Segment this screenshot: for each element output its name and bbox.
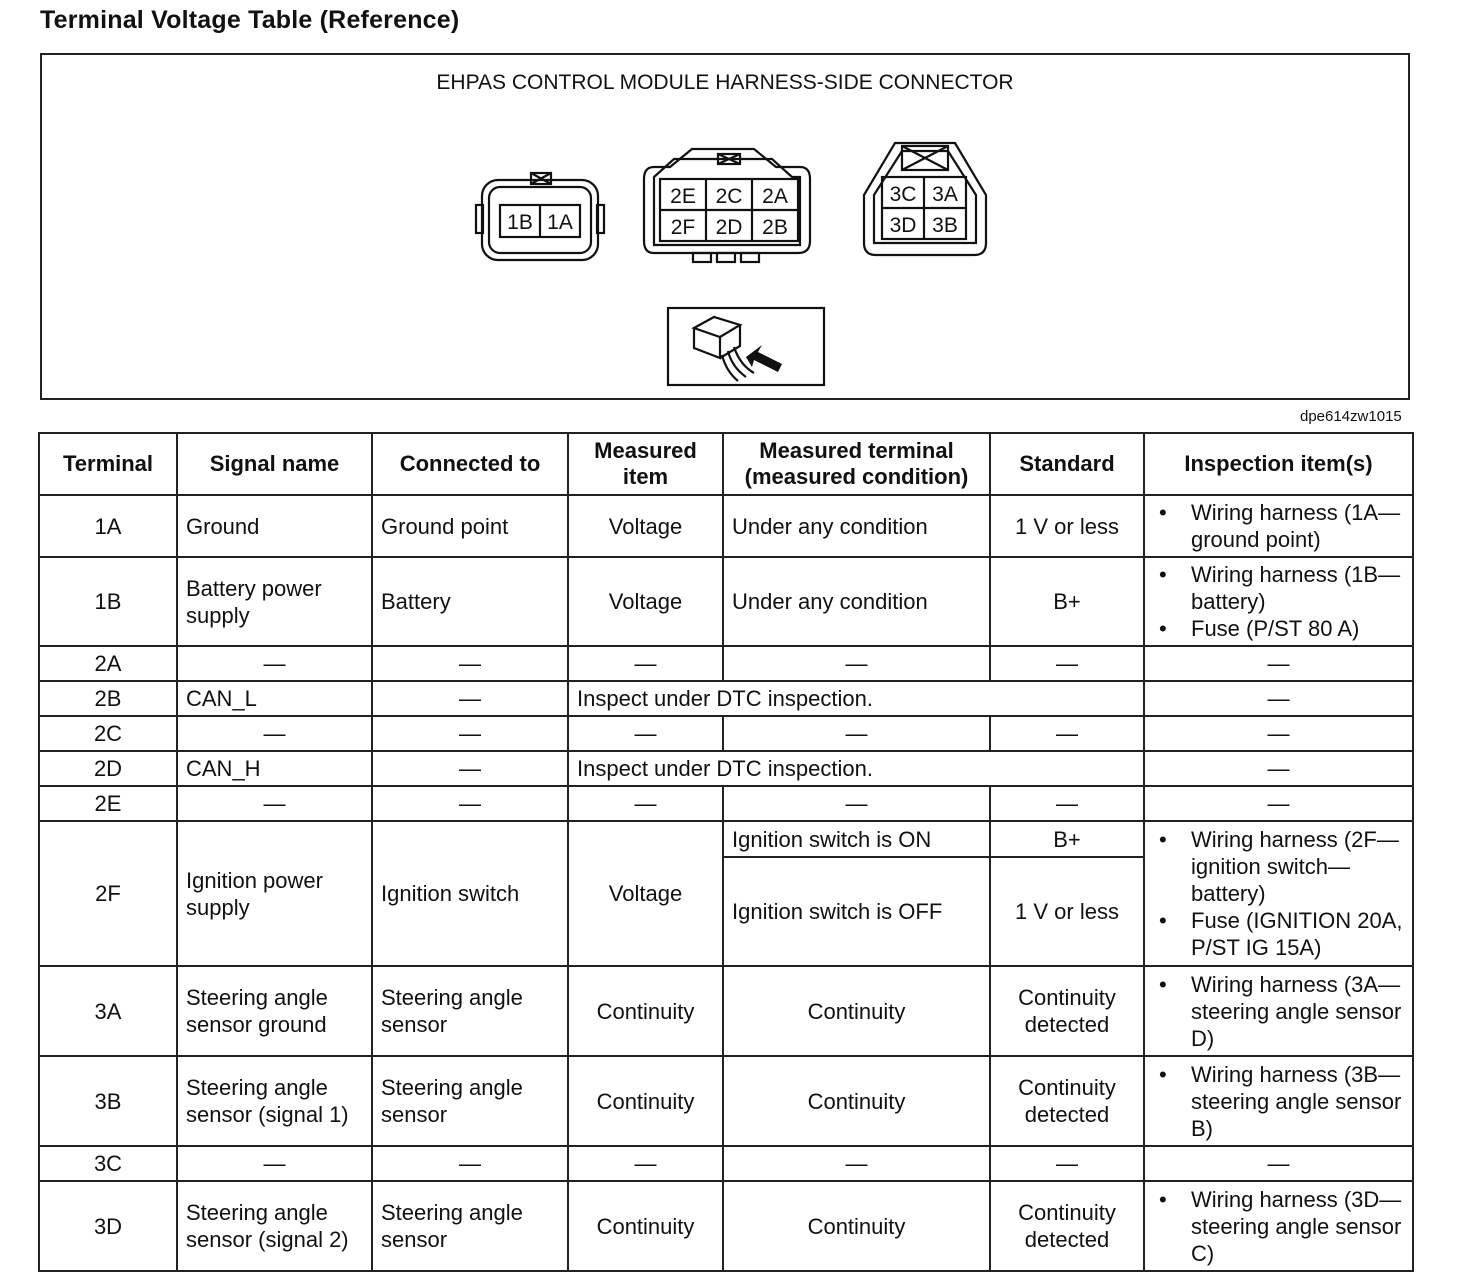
- connected-cell: —: [372, 751, 568, 786]
- table-row: [39, 966, 1413, 1056]
- standard-on-cell: B+: [990, 821, 1144, 857]
- signal-cell: Steering angle sensor (signal 1): [177, 1056, 372, 1146]
- measured-cell: Continuity: [568, 1056, 723, 1146]
- header-measured-item: Measured item: [568, 433, 723, 495]
- signal-cell: —: [177, 716, 372, 751]
- figure-code: dpe614zw1015: [1300, 408, 1402, 425]
- inspection-cell: —: [1144, 751, 1413, 786]
- inspection-cell: —: [1144, 786, 1413, 821]
- pin-2D: 2D: [715, 216, 743, 239]
- standard-cell: —: [990, 646, 1144, 681]
- condition-cell: Continuity: [723, 1181, 990, 1271]
- table-row: [39, 495, 1413, 557]
- table-row: [39, 681, 1413, 716]
- header-standard: Standard: [990, 433, 1144, 495]
- inspection-cell: [1144, 1056, 1413, 1146]
- standard-cell: B+: [990, 557, 1144, 646]
- inspection-item: • Wiring harness (3D—steering angle sensor C): [1191, 1186, 1404, 1267]
- table-row: [39, 1146, 1413, 1181]
- connected-cell: —: [372, 1146, 568, 1181]
- terminal-voltage-table: [38, 432, 1414, 1272]
- measured-cell: —: [568, 1146, 723, 1181]
- inspection-item: • Wiring harness (2F—ignition switch—battery): [1191, 826, 1404, 907]
- signal-cell: Ignition power supply: [177, 821, 372, 966]
- table-row: [39, 821, 1413, 857]
- signal-cell: Battery power supply: [177, 557, 372, 646]
- table-row: [39, 1056, 1413, 1146]
- signal-cell: —: [177, 1146, 372, 1181]
- note-cell: Inspect under DTC inspection.: [568, 751, 1144, 786]
- header-row: [39, 433, 1413, 495]
- pin-3D: 3D: [889, 214, 917, 237]
- standard-cell: Continuity detected: [990, 966, 1144, 1056]
- table-row: [39, 786, 1413, 821]
- condition-cell: Continuity: [723, 966, 990, 1056]
- measured-cell: Voltage: [568, 495, 723, 557]
- pin-3C: 3C: [889, 183, 917, 206]
- connected-cell: Steering angle sensor: [372, 1056, 568, 1146]
- terminal-cell: 3D: [39, 1181, 177, 1271]
- inspection-item: • Wiring harness (3A—steering angle sensor D): [1191, 971, 1404, 1052]
- connector-figure: [40, 53, 1410, 400]
- terminal-cell: 3C: [39, 1146, 177, 1181]
- measured-cell: Voltage: [568, 821, 723, 966]
- condition-cell: Continuity: [723, 1056, 990, 1146]
- terminal-cell: 1B: [39, 557, 177, 646]
- measured-cell: Continuity: [568, 966, 723, 1056]
- inspection-item: • Wiring harness (1A—ground point): [1191, 499, 1404, 553]
- condition-cell: Under any condition: [723, 495, 990, 557]
- terminal-cell: 3A: [39, 966, 177, 1056]
- connected-cell: Ground point: [372, 495, 568, 557]
- condition-cell: —: [723, 786, 990, 821]
- connected-cell: Ignition switch: [372, 821, 568, 966]
- page-title: Terminal Voltage Table (Reference): [40, 6, 460, 34]
- inspection-cell: [1144, 966, 1413, 1056]
- table-row: [39, 646, 1413, 681]
- terminal-cell: 2D: [39, 751, 177, 786]
- pin-2B: 2B: [762, 216, 788, 239]
- connected-cell: —: [372, 786, 568, 821]
- note-cell: Inspect under DTC inspection.: [568, 681, 1144, 716]
- standard-cell: 1 V or less: [990, 495, 1144, 557]
- measured-cell: Continuity: [568, 1181, 723, 1271]
- signal-cell: Ground: [177, 495, 372, 557]
- terminal-cell: 2E: [39, 786, 177, 821]
- pin-2C: 2C: [715, 185, 743, 208]
- standard-cell: Continuity detected: [990, 1181, 1144, 1271]
- condition-on-cell: Ignition switch is ON: [723, 821, 990, 857]
- connected-cell: Steering angle sensor: [372, 1181, 568, 1271]
- figure-caption: EHPAS CONTROL MODULE HARNESS-SIDE CONNECTOR: [436, 71, 1014, 94]
- measured-cell: Voltage: [568, 557, 723, 646]
- terminal-cell: 2F: [39, 821, 177, 966]
- pin-2E: 2E: [670, 185, 696, 208]
- condition-cell: —: [723, 716, 990, 751]
- header-terminal: Terminal: [39, 433, 177, 495]
- inspection-item: • Fuse (IGNITION 20A, P/ST IG 15A): [1191, 907, 1404, 961]
- signal-cell: —: [177, 646, 372, 681]
- table-row: [39, 751, 1413, 786]
- measured-cell: —: [568, 716, 723, 751]
- inspection-cell: —: [1144, 646, 1413, 681]
- table-row: [39, 557, 1413, 646]
- signal-cell: Steering angle sensor ground: [177, 966, 372, 1056]
- inspection-cell: [1144, 1181, 1413, 1271]
- inspection-item: • Fuse (P/ST 80 A): [1191, 615, 1404, 642]
- connected-cell: Steering angle sensor: [372, 966, 568, 1056]
- inspection-cell: [1144, 495, 1413, 557]
- pin-3B: 3B: [932, 214, 958, 237]
- header-signal-name: Signal name: [177, 433, 372, 495]
- inspection-cell: —: [1144, 716, 1413, 751]
- pin-1A: 1A: [547, 211, 573, 234]
- connector-1-icon: [476, 173, 604, 260]
- condition-cell: —: [723, 646, 990, 681]
- harness-side-probe-icon: [668, 308, 824, 385]
- standard-cell: Continuity detected: [990, 1056, 1144, 1146]
- pin-1B: 1B: [507, 211, 533, 234]
- table-row: [39, 1181, 1413, 1271]
- condition-off-cell: Ignition switch is OFF: [723, 857, 990, 966]
- standard-cell: —: [990, 716, 1144, 751]
- signal-cell: —: [177, 786, 372, 821]
- header-measured-terminal: Measured terminal (measured condition): [723, 433, 990, 495]
- terminal-cell: 1A: [39, 495, 177, 557]
- connected-cell: Battery: [372, 557, 568, 646]
- inspection-cell: [1144, 821, 1413, 966]
- header-inspection-items: Inspection item(s): [1144, 433, 1413, 495]
- signal-cell: CAN_H: [177, 751, 372, 786]
- connected-cell: —: [372, 646, 568, 681]
- condition-cell: —: [723, 1146, 990, 1181]
- standard-cell: —: [990, 786, 1144, 821]
- pin-2A: 2A: [762, 185, 788, 208]
- table-row: [39, 716, 1413, 751]
- inspection-item: • Wiring harness (3B—steering angle sensor B): [1191, 1061, 1404, 1142]
- condition-cell: Under any condition: [723, 557, 990, 646]
- measured-cell: —: [568, 646, 723, 681]
- signal-cell: Steering angle sensor (signal 2): [177, 1181, 372, 1271]
- terminal-cell: 2B: [39, 681, 177, 716]
- inspection-cell: —: [1144, 681, 1413, 716]
- terminal-cell: 2C: [39, 716, 177, 751]
- header-connected-to: Connected to: [372, 433, 568, 495]
- connected-cell: —: [372, 716, 568, 751]
- inspection-cell: [1144, 557, 1413, 646]
- connected-cell: —: [372, 681, 568, 716]
- pin-3A: 3A: [932, 183, 958, 206]
- signal-cell: CAN_L: [177, 681, 372, 716]
- inspection-cell: —: [1144, 1146, 1413, 1181]
- connector-diagram: [42, 55, 1408, 398]
- standard-off-cell: 1 V or less: [990, 857, 1144, 966]
- inspection-item: • Wiring harness (1B—battery): [1191, 561, 1404, 615]
- standard-cell: —: [990, 1146, 1144, 1181]
- terminal-cell: 3B: [39, 1056, 177, 1146]
- pin-2F: 2F: [670, 216, 696, 239]
- terminal-cell: 2A: [39, 646, 177, 681]
- connector-3-icon: [864, 143, 986, 255]
- measured-cell: —: [568, 786, 723, 821]
